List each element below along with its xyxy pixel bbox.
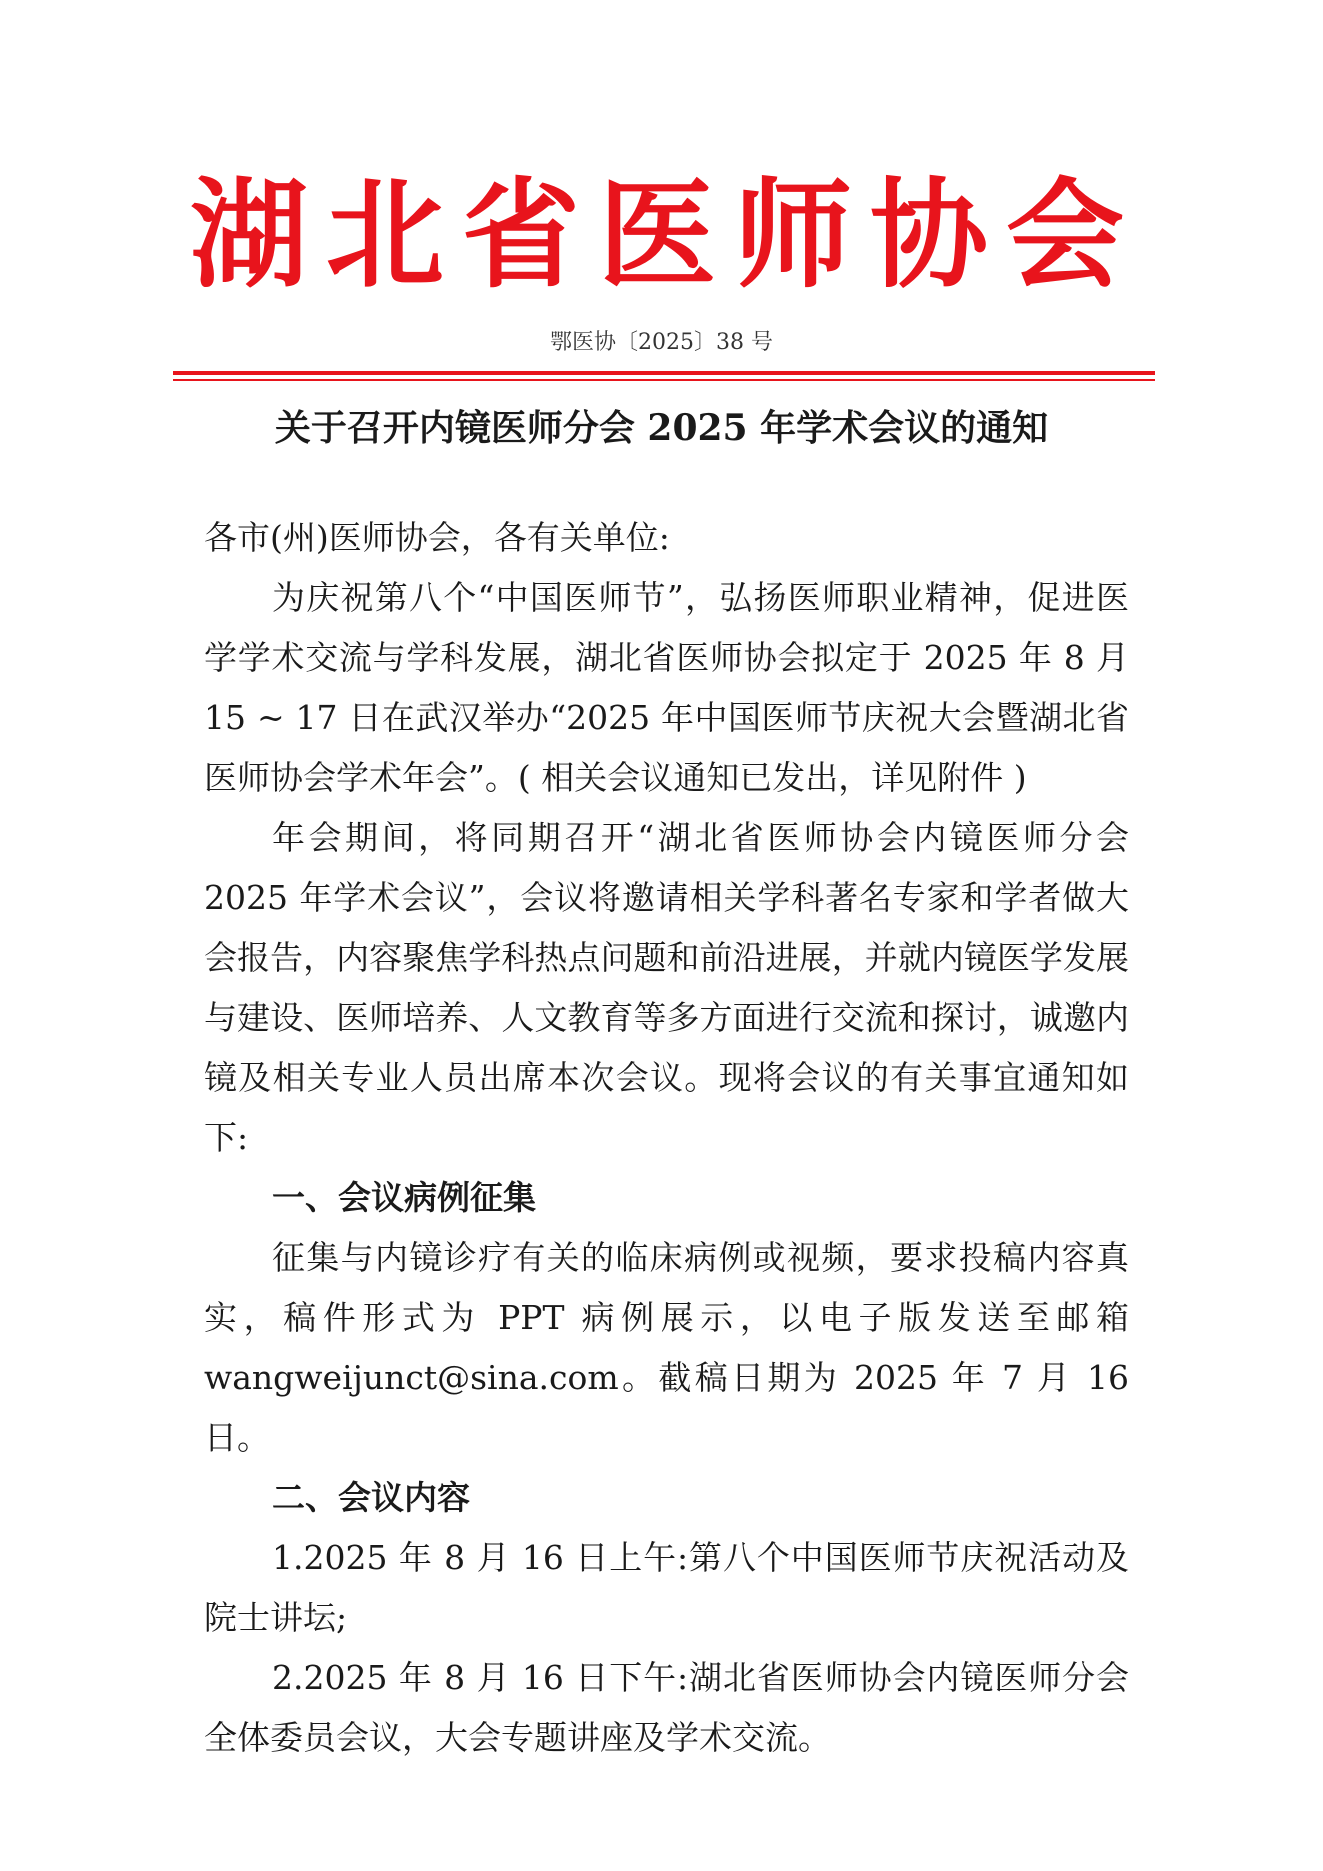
notice-title: 关于召开内镜医师分会 2025 年学术会议的通知 — [274, 407, 1049, 449]
organization-header: 湖北省医师协会 — [190, 166, 1143, 304]
paragraph-meeting-intro: 年会期间，将同期召开“湖北省医师协会内镜医师分会 2025 年学术会议”，会议将邀请相关学科著名专家和学者做大会报告，内容聚焦学科热点问题和前沿进展，并就内镜医学发展与建设、医师培养、人文教育等多方面进行交流和探讨，诚邀内镜及相关专业人员出席本次会议。现将会议的有关事宜通知如下: — [204, 818, 1129, 1157]
section-heading-case-collection: 一、会议病例征集 — [272, 1178, 536, 1217]
header-divider-thick — [173, 371, 1155, 375]
agenda-item-1: 1.2025 年 8 月 16 日上午:第八个中国医师节庆祝活动及院士讲坛; — [204, 1538, 1129, 1637]
header-divider-thin — [173, 379, 1155, 381]
paragraph-celebration: 为庆祝第八个“中国医师节”，弘扬医师职业精神，促进医学学术交流与学科发展，湖北省医师协会拟定于 2025 年 8 月 15 ~ 17 日在武汉举办“2025 年中国医师节庆祝大会暨湖北省医师协会学术年会”。( 相关会议通知已发出，详见附件 ) — [204, 578, 1129, 797]
paragraph-case-collection: 征集与内镜诊疗有关的临床病例或视频，要求投稿内容真实，稿件形式为 PPT 病例展示，以电子版发送至邮箱 wangweijunct@sina.com。截稿日期为 2025 年 7 月 16 日。 — [204, 1238, 1129, 1457]
document-number: 鄂医协〔2025〕38 号 — [550, 330, 773, 355]
agenda-item-2: 2.2025 年 8 月 16 日下午:湖北省医师协会内镜医师分会全体委员会议，大会专题讲座及学术交流。 — [204, 1658, 1129, 1757]
notice-body — [204, 508, 1129, 1768]
salutation: 各市(州)医师协会，各有关单位: — [204, 518, 670, 557]
section-heading-meeting-content: 二、会议内容 — [272, 1478, 470, 1517]
